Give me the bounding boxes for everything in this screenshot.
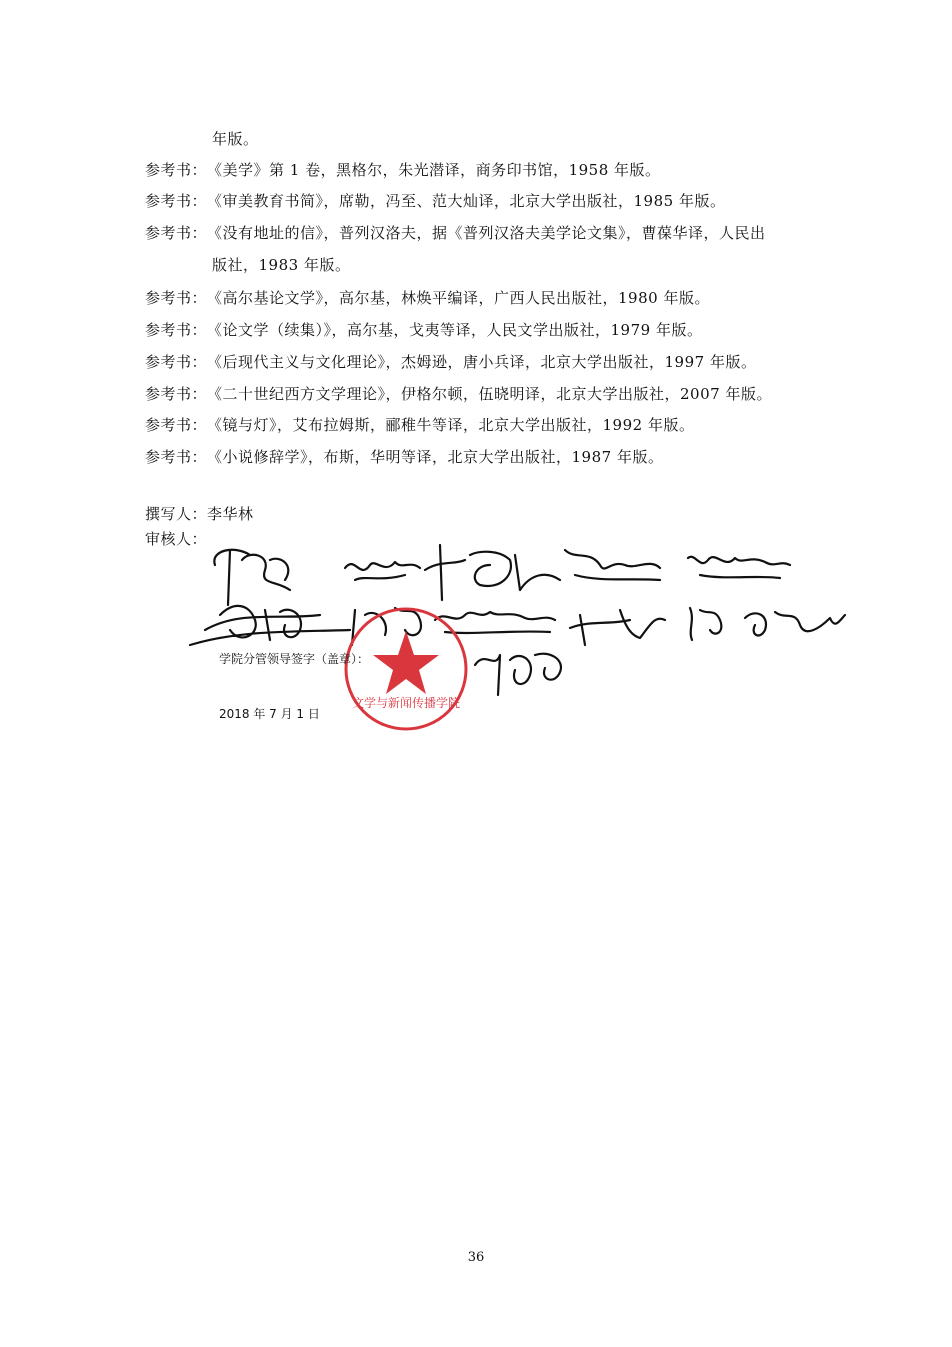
seal-text: 文学与新闻传播学院: [351, 696, 461, 710]
reference-label: 参考书：: [145, 448, 208, 466]
reference-text: 《镜与灯》，艾布拉姆斯，郦稚牛等译，北京大学出版社，1992 年版。: [207, 416, 695, 434]
author-name: 李华林: [207, 505, 254, 523]
reference-1: [145, 159, 661, 180]
reference-text: 《二十世纪西方文学理论》，伊格尔顿，伍晓明译，北京大学出版社，2007 年版。: [207, 385, 772, 403]
reference-label: 参考书：: [145, 353, 208, 371]
leader-signature-label: 学院分管领导签字（盖章）：: [219, 652, 370, 666]
reference-label: 参考书：: [145, 385, 208, 403]
author-label: 撰写人：: [145, 505, 208, 523]
reference-label: 参考书：: [145, 192, 208, 210]
reference-3: [145, 222, 766, 243]
reference-3-continuation: 版社，1983 年版。: [212, 256, 351, 274]
signature-date: 2018 年 7 月 1 日: [219, 707, 320, 721]
continuation-line: 年版。: [212, 130, 259, 148]
reference-text: 《论文学（续集）》，高尔基，戈夷等译，人民文学出版社，1979 年版。: [207, 321, 703, 339]
reviewer-signatures: [180, 520, 860, 730]
reference-9: [145, 446, 663, 467]
reference-label: 参考书：: [145, 416, 208, 434]
reference-text: 《美学》第 1 卷，黑格尔，朱光潜译，商务印书馆，1958 年版。: [207, 161, 661, 179]
reference-text: 《高尔基论文学》，高尔基，林焕平编译，广西人民出版社，1980 年版。: [207, 289, 710, 307]
reference-label: 参考书：: [145, 161, 208, 179]
reference-5: [145, 319, 702, 340]
reference-text: 《后现代主义与文化理论》，杰姆逊，唐小兵译，北京大学出版社，1997 年版。: [207, 353, 757, 371]
reference-label: 参考书：: [145, 224, 208, 242]
reference-4: [145, 287, 710, 308]
college-seal: [340, 603, 472, 735]
reference-label: 参考书：: [145, 289, 208, 307]
reviewer-label: 审核人：: [145, 530, 208, 548]
reference-text: 《小说修辞学》，布斯，华明等译，北京大学出版社，1987 年版。: [207, 448, 664, 466]
page-number: 36: [467, 1250, 485, 1265]
reference-7: [145, 383, 772, 404]
reference-2: [145, 190, 725, 211]
reference-text: 《审美教育书简》，席勒，冯至、范大灿译，北京大学出版社，1985 年版。: [207, 192, 726, 210]
reference-label: 参考书：: [145, 321, 208, 339]
reference-6: [145, 351, 756, 372]
reference-text: 《没有地址的信》，普列汉洛夫，据《普列汉洛夫美学论文集》，曹葆华译，人民出: [207, 224, 766, 242]
reference-8: [145, 414, 694, 435]
